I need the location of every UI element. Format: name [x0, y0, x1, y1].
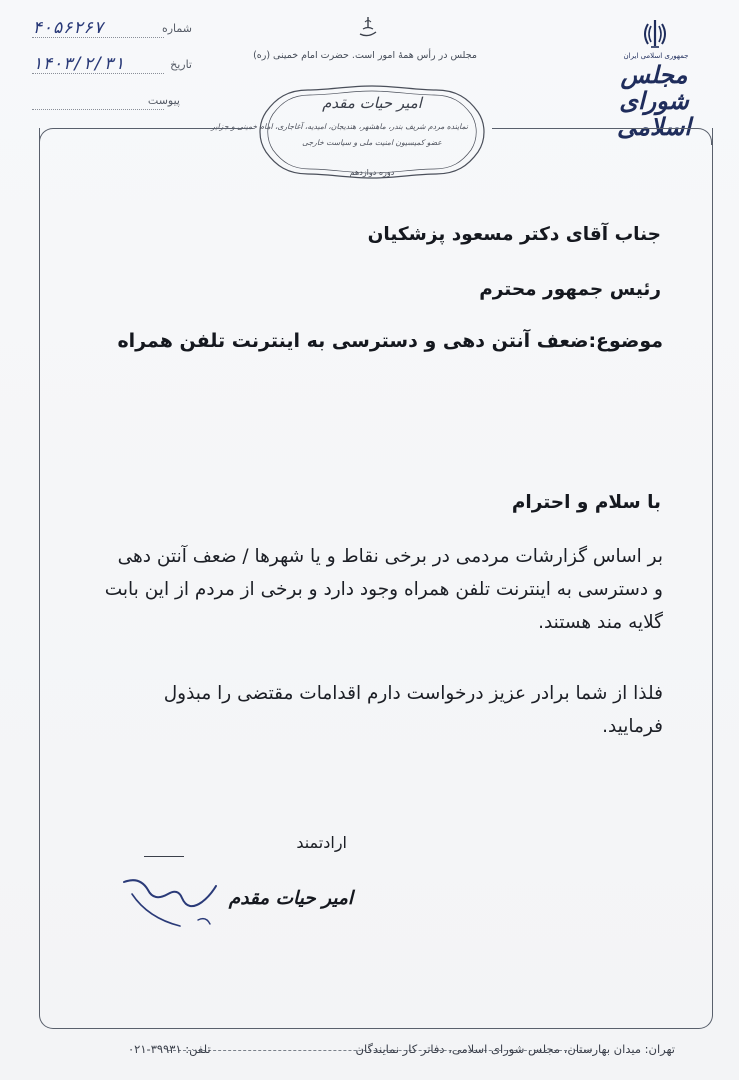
attachment-label: پیوست — [147, 93, 180, 107]
cartouche-name: امیر حیات مقدم — [322, 94, 422, 112]
letter-closing: ارادتمند — [296, 833, 347, 852]
handwritten-signature-icon — [118, 872, 228, 936]
iran-emblem-icon — [638, 16, 672, 52]
letter-paragraph-2: فلذا از شما برادر عزیز درخواست دارم اقدامات مقتضی را مبذول فرمایید. — [163, 683, 663, 737]
recipient-title: رئیس جمهور محترم — [479, 279, 661, 300]
calligraphy-emblem-icon — [356, 14, 380, 40]
signature-dash — [144, 856, 184, 857]
cartouche-term: دوره دوازدهم — [349, 168, 395, 177]
letter-number: ۴۰۵۶۲۶۷ — [32, 18, 104, 38]
letter-subject: موضوع:ضعف آنتن دهی و دسترسی به اینترنت تلفن همراه — [117, 330, 663, 352]
signer-name: امیر حیات مقدم — [228, 888, 353, 909]
footer-address: تهران: میدان بهارستان، مجلس شورای اسلامی، دفاتر کار نمایندگان — [355, 1042, 675, 1056]
recipient-name: جناب آقای دکتر مسعود پزشکیان — [367, 224, 661, 245]
cartouche-constituency: نماینده مردم شریف بندر، ماهشهر، هندیجان، امیدیه، آغاجاری، امام خمینی و جزایر — [211, 122, 468, 131]
letter-meta — [32, 10, 192, 118]
number-row — [32, 10, 192, 46]
letter-paragraph-1: بر اساس گزارشات مردمی در برخی نقاط و یا شهرها / ضعف آنتن دهی و دسترسی به اینترنت تلفن همراه وجود دارد و برخی از مردم از این بابت گلایه مند هستند. — [104, 546, 663, 633]
attachment-row — [32, 82, 192, 118]
footer-phone: تلفن: ۳۹۹۳۱-۰۲۱ — [128, 1042, 211, 1056]
parliament-motto: مجلس در رأس همهٔ امور است. حضرت امام خمینی (ره) — [253, 50, 477, 61]
cartouche-committee: عضو کمیسیون امنیت ملی و سیاست خارجی — [302, 138, 442, 147]
letter-date: ۱۴۰۳/۲/۳۱ — [32, 54, 125, 74]
letter-greeting: با سلام و احترام — [511, 492, 661, 513]
logo-parliament-text: مجلس شورای اسلامی — [617, 60, 691, 141]
date-row — [32, 46, 192, 82]
date-label: تاریخ — [170, 57, 192, 71]
logo-country-text: جمهوری اسلامی ایران — [623, 52, 689, 60]
parliament-logo — [596, 12, 716, 141]
number-label: شماره — [161, 21, 192, 35]
